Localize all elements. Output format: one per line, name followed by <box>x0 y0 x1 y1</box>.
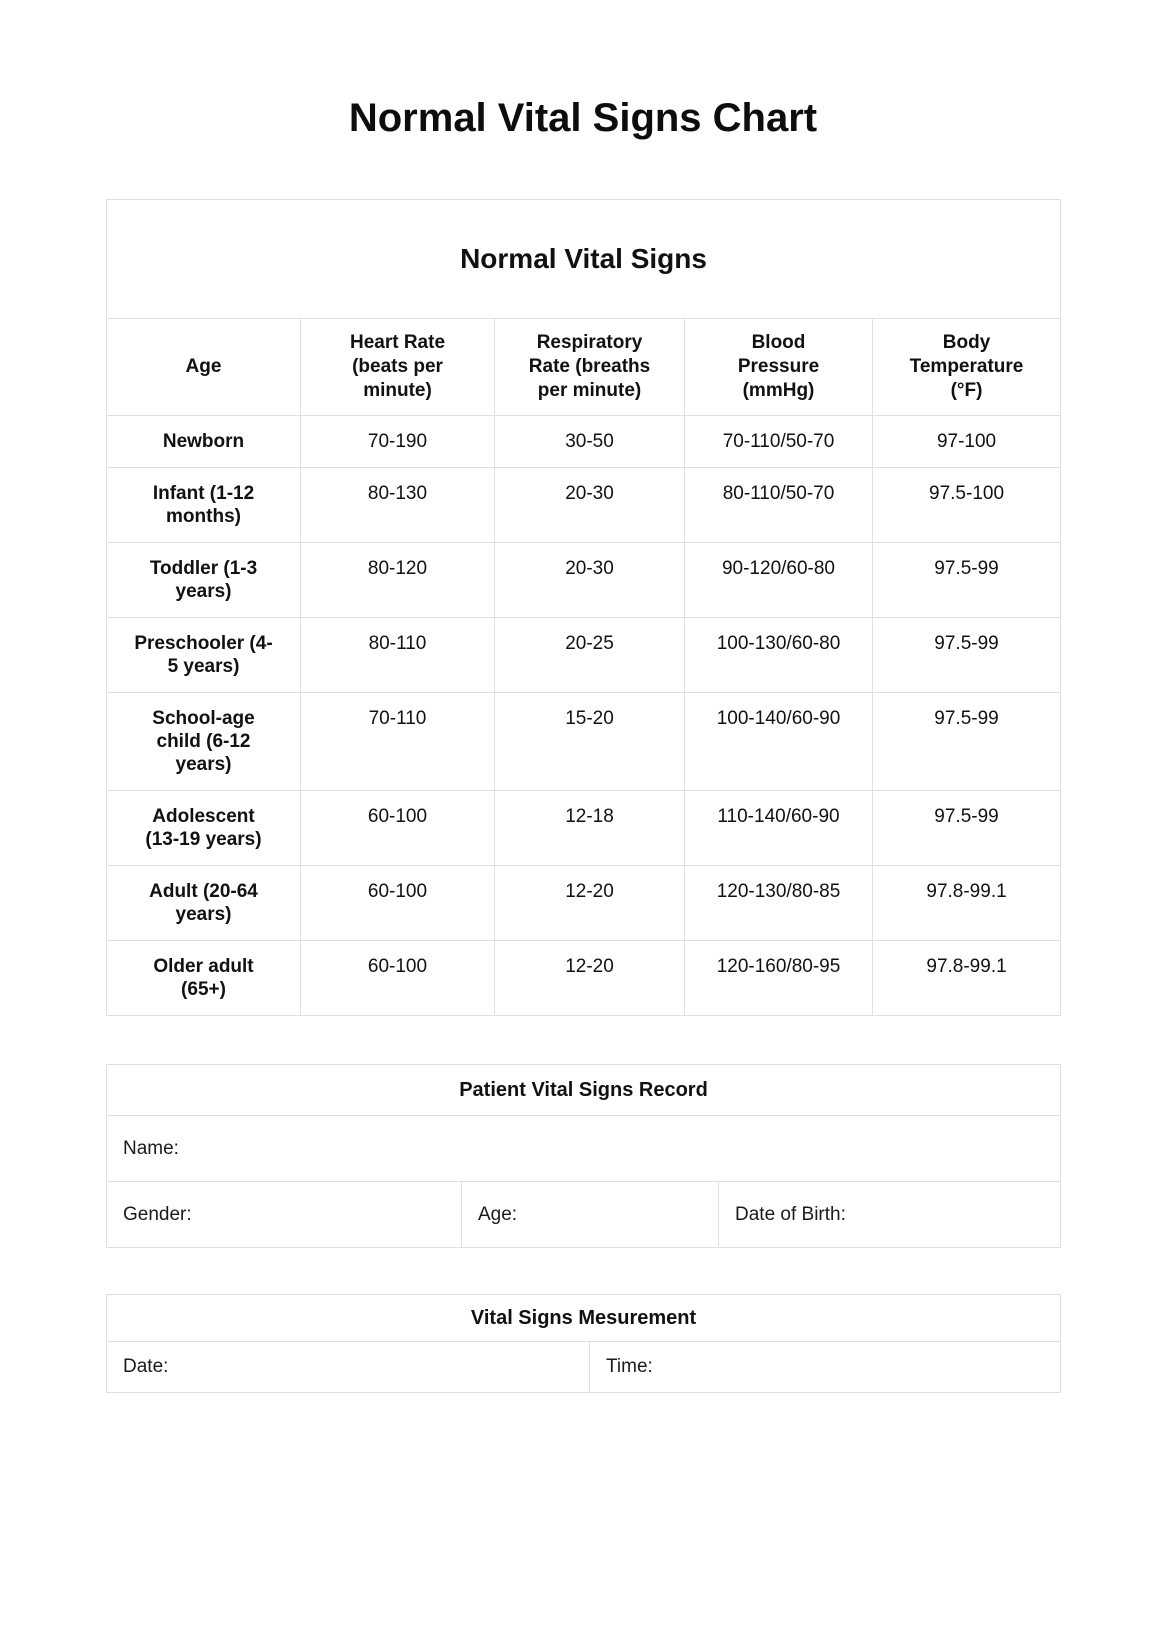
age-label: Age: <box>478 1203 518 1225</box>
respiratory-rate-cell: 12-18 <box>495 791 685 866</box>
date-of-birth-field[interactable] <box>719 1182 1061 1248</box>
age-cell: School-age child (6-12 years) <box>107 693 301 791</box>
age-cell: Toddler (1-3 years) <box>107 543 301 618</box>
column-header-heart-rate: Heart Rate (beats per minute) <box>301 319 495 416</box>
table-row <box>107 941 1061 1016</box>
heart-rate-cell: 80-110 <box>301 618 495 693</box>
blood-pressure-cell: 70-110/50-70 <box>685 416 873 468</box>
column-header-respiratory-rate: Respiratory Rate (breaths per minute) <box>495 319 685 416</box>
heart-rate-cell: 60-100 <box>301 941 495 1016</box>
blood-pressure-cell: 80-110/50-70 <box>685 468 873 543</box>
date-field[interactable] <box>107 1342 590 1393</box>
temperature-cell: 97-100 <box>873 416 1061 468</box>
measurement-title-row <box>107 1295 1061 1342</box>
age-field[interactable] <box>462 1182 719 1248</box>
measurement-table <box>106 1294 1061 1393</box>
time-label: Time: <box>606 1356 653 1377</box>
column-header-blood-pressure: Blood Pressure (mmHg) <box>685 319 873 416</box>
age-cell: Older adult (65+) <box>107 941 301 1016</box>
heart-rate-cell: 60-100 <box>301 791 495 866</box>
respiratory-rate-cell: 20-25 <box>495 618 685 693</box>
temperature-cell: 97.5-99 <box>873 693 1061 791</box>
age-cell: Infant (1-12 months) <box>107 468 301 543</box>
table-row <box>107 416 1061 468</box>
gender-field[interactable] <box>107 1182 462 1248</box>
respiratory-rate-cell: 20-30 <box>495 543 685 618</box>
temperature-cell: 97.5-100 <box>873 468 1061 543</box>
heart-rate-cell: 80-120 <box>301 543 495 618</box>
name-row <box>107 1116 1061 1182</box>
gender-label: Gender: <box>123 1203 192 1225</box>
respiratory-rate-cell: 15-20 <box>495 693 685 791</box>
measurement-title: Vital Signs Mesurement <box>107 1295 1061 1342</box>
temperature-cell: 97.5-99 <box>873 543 1061 618</box>
blood-pressure-cell: 120-130/80-85 <box>685 866 873 941</box>
table-row <box>107 866 1061 941</box>
document-page <box>106 0 1060 1393</box>
age-cell: Newborn <box>107 416 301 468</box>
table-row <box>107 468 1061 543</box>
blood-pressure-cell: 90-120/60-80 <box>685 543 873 618</box>
table-title-row <box>107 200 1061 319</box>
patient-record-table <box>106 1064 1061 1248</box>
blood-pressure-cell: 110-140/60-90 <box>685 791 873 866</box>
heart-rate-cell: 60-100 <box>301 866 495 941</box>
respiratory-rate-cell: 30-50 <box>495 416 685 468</box>
heart-rate-cell: 70-190 <box>301 416 495 468</box>
temperature-cell: 97.8-99.1 <box>873 866 1061 941</box>
column-header-age: Age <box>107 319 301 416</box>
table-row <box>107 543 1061 618</box>
name-label: Name: <box>123 1137 179 1159</box>
date-label: Date: <box>123 1356 169 1377</box>
heart-rate-cell: 80-130 <box>301 468 495 543</box>
patient-record-title-row <box>107 1065 1061 1116</box>
column-header-row <box>107 319 1061 416</box>
age-cell: Adolescent (13-19 years) <box>107 791 301 866</box>
table-row <box>107 618 1061 693</box>
age-cell: Adult (20-64 years) <box>107 866 301 941</box>
patient-record-title: Patient Vital Signs Record <box>107 1065 1061 1116</box>
normal-vital-signs-table <box>106 199 1061 1016</box>
date-of-birth-label: Date of Birth: <box>735 1203 846 1225</box>
blood-pressure-cell: 100-130/60-80 <box>685 618 873 693</box>
table-title: Normal Vital Signs <box>107 200 1061 319</box>
table-row <box>107 693 1061 791</box>
blood-pressure-cell: 120-160/80-95 <box>685 941 873 1016</box>
table-row <box>107 791 1061 866</box>
respiratory-rate-cell: 12-20 <box>495 941 685 1016</box>
temperature-cell: 97.8-99.1 <box>873 941 1061 1016</box>
time-field[interactable] <box>590 1342 1061 1393</box>
page-title: Normal Vital Signs Chart <box>348 96 818 140</box>
respiratory-rate-cell: 20-30 <box>495 468 685 543</box>
temperature-cell: 97.5-99 <box>873 791 1061 866</box>
heart-rate-cell: 70-110 <box>301 693 495 791</box>
age-cell: Preschooler (4-5 years) <box>107 618 301 693</box>
column-header-temperature: Body Temperature (°F) <box>873 319 1061 416</box>
measurement-fields-row <box>107 1342 1061 1393</box>
respiratory-rate-cell: 12-20 <box>495 866 685 941</box>
blood-pressure-cell: 100-140/60-90 <box>685 693 873 791</box>
name-field[interactable] <box>107 1116 1061 1182</box>
temperature-cell: 97.5-99 <box>873 618 1061 693</box>
patient-details-row <box>107 1182 1061 1248</box>
